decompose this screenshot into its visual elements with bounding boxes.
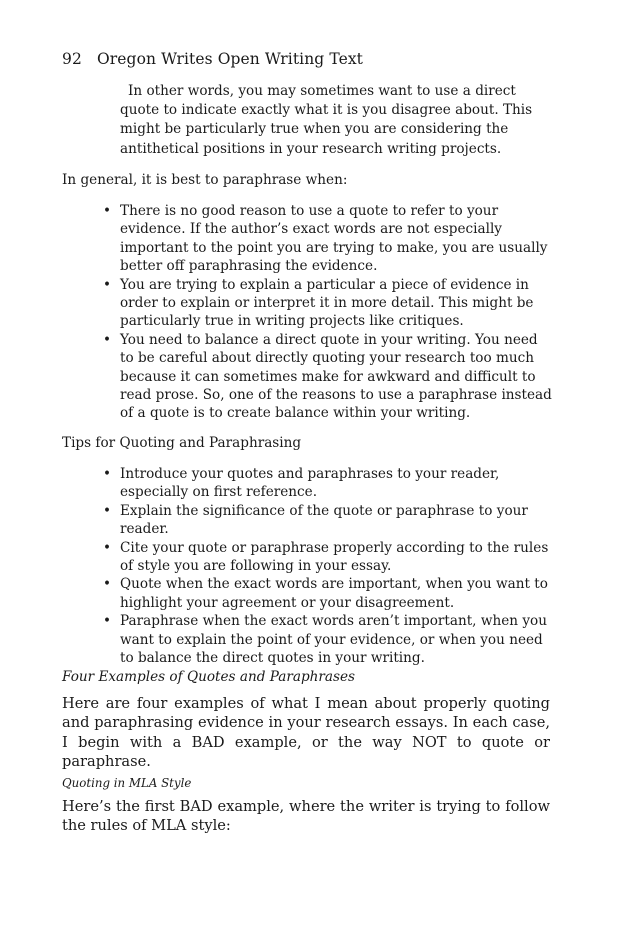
list-item: • Introduce your quotes and paraphrases to your reader, especially on first reference. bbox=[103, 466, 500, 501]
book-title: Oregon Writes Open Writing Text bbox=[96, 50, 364, 68]
bullet-icon: • bbox=[103, 276, 112, 293]
bullet-icon: • bbox=[103, 331, 112, 348]
block-quote: In other words, you may sometimes want to use a direct quote to indicate exactly what it is you disagree about. This might be particularly true when you are considering the antithetical positions in your research writing projects. bbox=[120, 83, 533, 157]
paraphrase-bullet-list bbox=[100, 202, 552, 423]
paraphrase-intro: In general, it is best to paraphrase when: bbox=[62, 172, 348, 188]
bullet-icon: • bbox=[103, 466, 112, 482]
list-item: • Quote when the exact words are important, when you want to highlight your agreement or your disagreement. bbox=[103, 576, 548, 611]
list-item: • Explain the significance of the quote or paraphrase to your reader. bbox=[103, 502, 528, 538]
list-item: • You are trying to explain a particular a piece of evidence in order to explain or interpret it in more detail. This might be particularly true in writing projects like critiques. bbox=[103, 276, 534, 330]
list-item: • Paraphrase when the exact words aren’t important, when you want to explain the point of your evidence, or when you need to balance the direct quotes in your writing. bbox=[103, 613, 547, 667]
list-item: • You need to balance a direct quote in your writing. You need to be careful about directly quoting your research too much because it can sometimes make for awkward and difficult to read prose. So, one of the reasons to use a paraphrase instead of a quote is to create balance within your writing. bbox=[103, 331, 552, 422]
bullet-icon: • bbox=[103, 203, 112, 219]
bullet-icon: • bbox=[103, 576, 112, 593]
four-examples-paragraph: Here are four examples of what I mean about properly quoting and paraphrasing evidence in your research essays. In each case, I begin with a BAD example, or the way NOT to quote or paraphrase. bbox=[62, 695, 550, 771]
list-item: • There is no good reason to use a quote to refer to your evidence. If the author’s exact words are not especially important to the point you are trying to make, you are usually better off paraphrasing the evidence. bbox=[103, 203, 548, 275]
tips-heading: Tips for Quoting and Paraphrasing bbox=[62, 435, 302, 451]
mla-style-heading: Quoting in MLA Style bbox=[62, 776, 192, 790]
bullet-icon: • bbox=[103, 613, 112, 630]
mla-style-paragraph: Here’s the first BAD example, where the writer is trying to follow the rules of MLA style: bbox=[62, 798, 550, 835]
tips-bullet-list bbox=[100, 465, 552, 667]
bullet-icon: • bbox=[103, 539, 112, 556]
page-number: 92 bbox=[62, 50, 82, 68]
running-header bbox=[62, 50, 363, 68]
list-item: • Cite your quote or paraphrase properly according to the rules of style you are following in your essay. bbox=[103, 539, 549, 575]
bullet-icon: • bbox=[103, 502, 112, 519]
four-examples-heading: Four Examples of Quotes and Paraphrases bbox=[62, 669, 356, 685]
